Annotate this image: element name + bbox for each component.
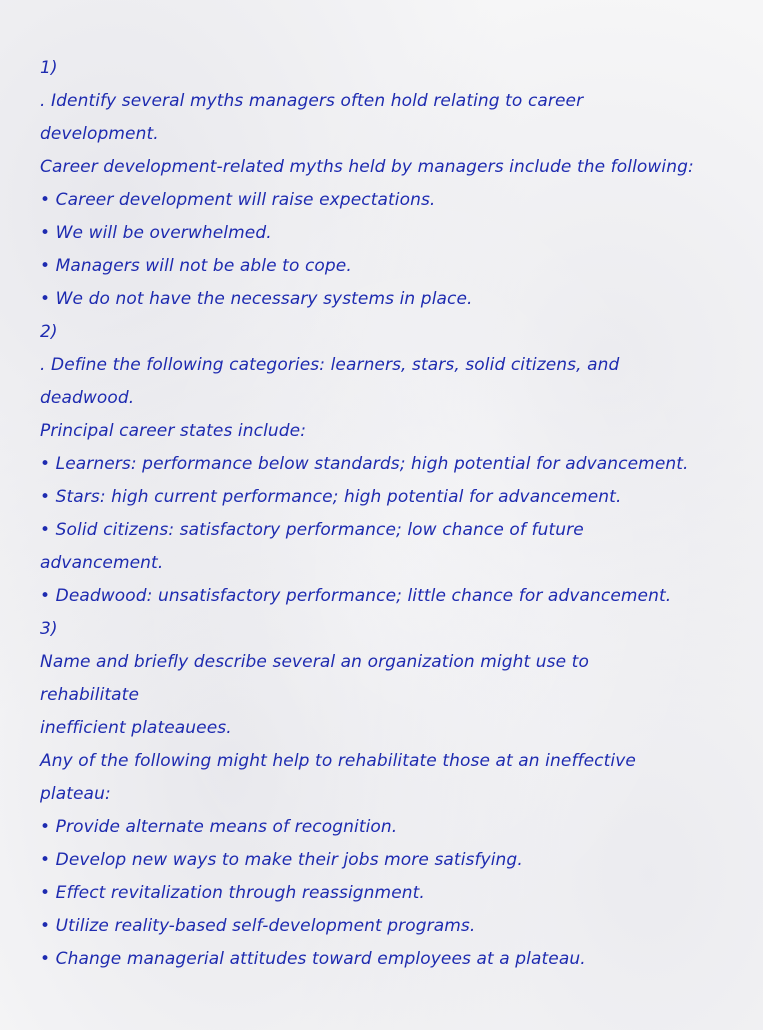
bullet-item: • We do not have the necessary systems in place. [40,289,473,309]
section-number: 3) [40,619,58,639]
bullet-item: • Provide alternate means of recognition. [40,817,398,837]
bullet-item: • Effect revitalization through reassignment. [40,883,425,903]
bullet-item: • Stars: high current performance; high potential for advancement. [40,487,622,507]
question-line: . Identify several myths managers often hold relating to career [40,91,584,111]
bullet-item: • Develop new ways to make their jobs more satisfying. [40,850,523,870]
handwritten-notes [40,52,730,976]
bullet-item: • We will be overwhelmed. [40,223,272,243]
question-line: rehabilitate [40,685,140,705]
bullet-item: • Deadwood: unsatisfactory performance; little chance for advancement. [40,586,672,606]
question-line: Name and briefly describe several an organization might use to [40,652,589,672]
question-line: development. [40,124,159,144]
bullet-item: • Solid citizens: satisfactory performance; low chance of future [40,520,584,540]
answer-intro: Career development-related myths held by managers include the following: [40,157,694,177]
bullet-item: • Change managerial attitudes toward employees at a plateau. [40,949,586,969]
bullet-item: • Career development will raise expectations. [40,190,436,210]
section-number: 2) [40,322,58,342]
question-line: deadwood. [40,388,135,408]
question-line: inefficient plateauees. [40,718,232,738]
bullet-item: • Utilize reality-based self-development programs. [40,916,476,936]
bullet-item: • Learners: performance below standards; high potential for advancement. [40,454,689,474]
answer-intro: Principal career states include: [40,421,307,441]
answer-intro: plateau: [40,784,111,804]
bullet-item: • Managers will not be able to cope. [40,256,352,276]
answer-intro: Any of the following might help to rehabilitate those at an ineffective [40,751,636,771]
question-line: . Define the following categories: learners, stars, solid citizens, and [40,355,620,375]
bullet-item-continuation: advancement. [40,553,164,573]
section-number: 1) [40,58,58,78]
